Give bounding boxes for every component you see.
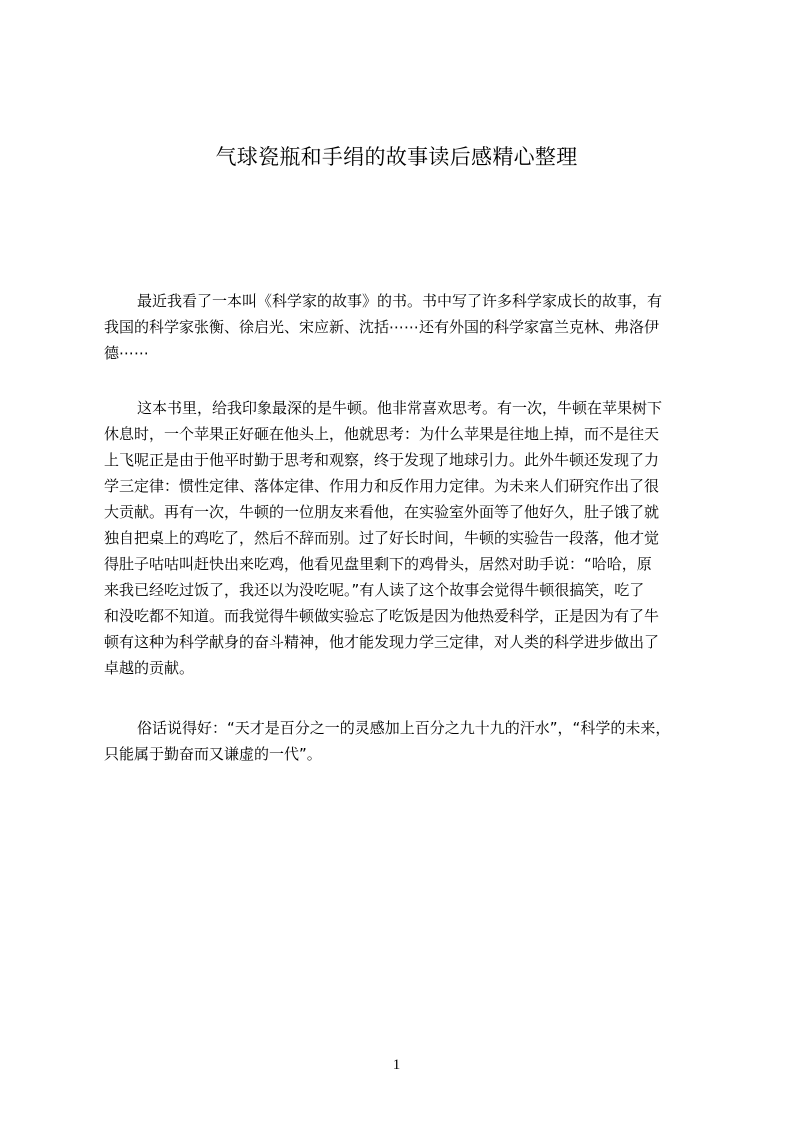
- paragraph-line: 休息时，一个苹果正好砸在他头上，他就思考：为什么苹果是往地上掉，而不是往天: [104, 425, 660, 443]
- paragraph-line: 大贡献。再有一次，牛顿的一位朋友来看他，在实验室外面等了他好久，肚子饿了就: [104, 503, 660, 521]
- paragraph-newton: [104, 395, 699, 681]
- paragraph-line: 这本书里，给我印象最深的是牛顿。他非常喜欢思考。有一次，牛顿在苹果树下: [137, 399, 663, 417]
- paragraph-line: 卓越的贡献。: [104, 659, 195, 677]
- paragraph-intro: [104, 288, 699, 366]
- paragraph-line: 德⋯⋯: [104, 344, 150, 362]
- paragraph-line: 和没吃都不知道。而我觉得牛顿做实验忘了吃饭是因为他热爱科学，正是因为有了牛: [104, 607, 660, 625]
- paragraph-line: 只能属于勤奋而又谦虚的一代”。: [104, 745, 322, 763]
- paragraph-line: 上飞呢正是由于他平时勤于思考和观察，终于发现了地球引力。此外牛顿还发现了力: [104, 451, 660, 469]
- page-number: 1: [392, 1057, 401, 1073]
- paragraph-line: 独自把桌上的鸡吃了，然后不辞而别。过了好长时间，牛顿的实验告一段落，他才觉: [104, 529, 660, 547]
- paragraph-line: 学三定律：惯性定律、落体定律、作用力和反作用力定律。为未来人们研究作出了很: [104, 477, 660, 495]
- document-title: 气球瓷瓶和手绢的故事读后感精心整理: [215, 145, 578, 169]
- paragraph-line: 来我已经吃过饭了，我还以为没吃呢。”有人读了这个故事会觉得牛顿很搞笑，吃了: [104, 581, 645, 599]
- paragraph-line: 顿有这种为科学献身的奋斗精神，他才能发现力学三定律，对人类的科学进步做出了: [104, 633, 660, 651]
- paragraph-line: 最近我看了一本叫《科学家的故事》的书。书中写了许多科学家成长的故事，有: [137, 292, 663, 310]
- paragraph-line: 得肚子咕咕叫赶快出来吃鸡，他看见盘里剩下的鸡骨头，居然对助手说：“哈哈，原: [104, 555, 652, 573]
- paragraph-proverb: [104, 715, 699, 767]
- paragraph-line: 俗话说得好：“天才是百分之一的灵感加上百分之九十九的汗水”，“科学的未来，: [137, 719, 671, 737]
- paragraph-line: 我国的科学家张衡、徐启光、宋应新、沈括⋯⋯还有外国的科学家富兰克林、弗洛伊: [104, 318, 660, 336]
